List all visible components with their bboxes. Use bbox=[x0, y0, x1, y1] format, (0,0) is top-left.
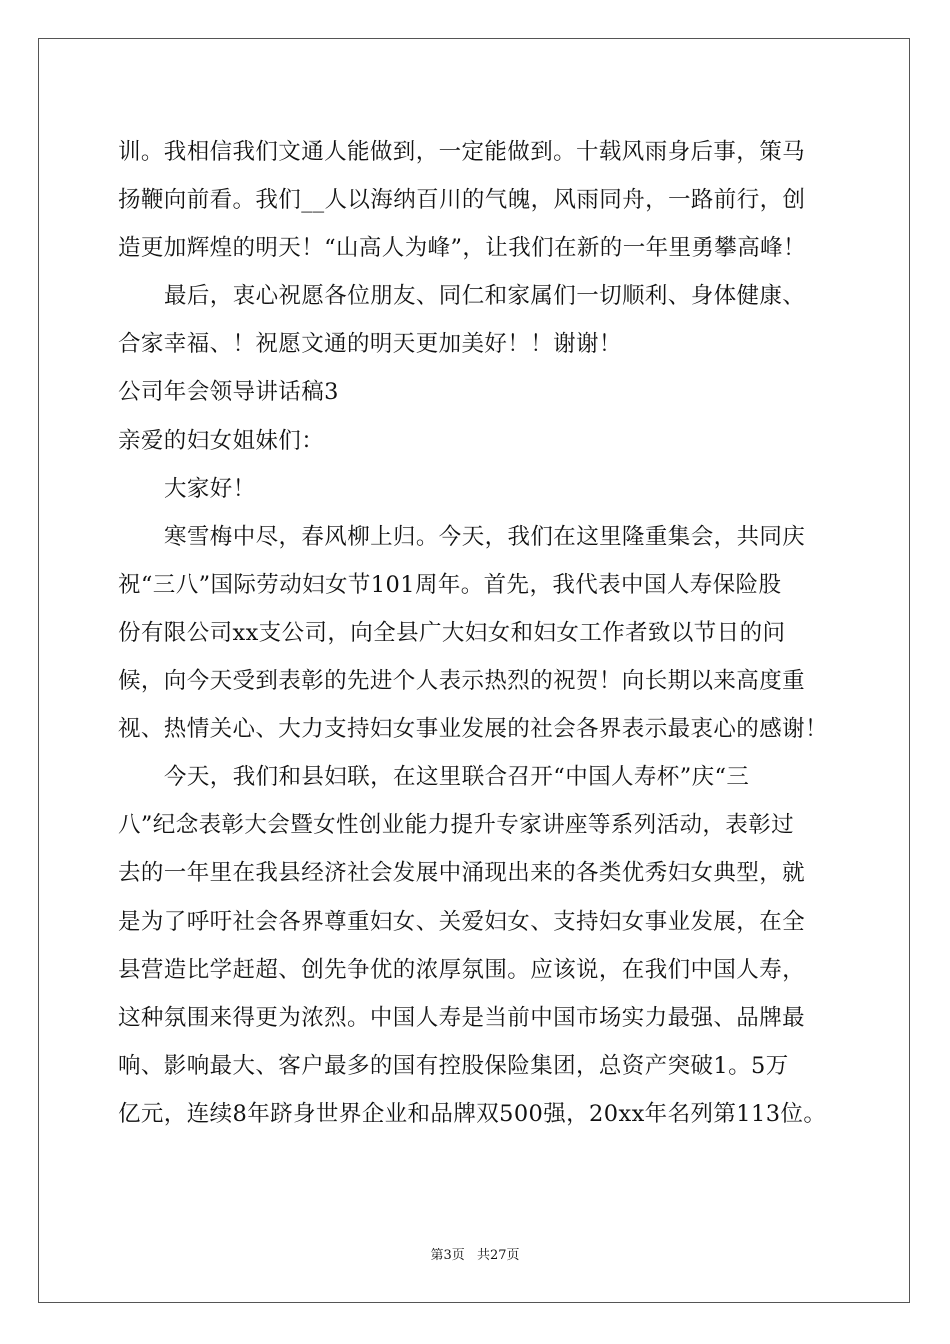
page-number: 第3页 bbox=[430, 1248, 465, 1263]
document-body bbox=[118, 128, 834, 1138]
text-line: 这种氛围来得更为浓烈。中国人寿是当前中国市场实力最强、品牌最 bbox=[118, 1004, 806, 1031]
text-line: 是为了呼吁社会各界尊重妇女、关爱妇女、支持妇女事业发展，在全 bbox=[118, 908, 806, 935]
text-line: 寒雪梅中尽，春风柳上归。今天，我们在这里隆重集会，共同庆 bbox=[164, 523, 806, 550]
text-line: 八”纪念表彰大会暨女性创业能力提升专家讲座等系列活动，表彰过 bbox=[118, 812, 795, 839]
text-line: 祝“三八”国际劳动妇女节101周年。首先，我代表中国人寿保险股 bbox=[118, 571, 782, 598]
page-total: 共27页 bbox=[476, 1248, 520, 1263]
text-line: 响、影响最大、客户最多的国有控股保险集团，总资产突破1。5万 bbox=[118, 1052, 789, 1079]
text-line: 合家幸福、！祝愿文通的明天更加美好！！谢谢！ bbox=[118, 331, 622, 358]
page-footer bbox=[0, 1244, 950, 1263]
text-line: 候，向今天受到表彰的先进个人表示热烈的祝贺！向长期以来高度重 bbox=[118, 668, 806, 695]
text-line: 亲爱的妇女姐妹们： bbox=[118, 427, 325, 454]
text-line: 县营造比学赶超、创先争优的浓厚氛围。应该说，在我们中国人寿， bbox=[118, 956, 806, 983]
text-line: 训。我相信我们文通人能做到，一定能做到。十载风雨身后事，策马 bbox=[118, 139, 806, 165]
text-line: 造更加辉煌的明天！“山高人为峰”，让我们在新的一年里勇攀高峰！ bbox=[118, 235, 806, 262]
text-line: 公司年会领导讲话稿3 bbox=[118, 379, 339, 406]
text-line: 亿元，连续8年跻身世界企业和品牌双500强，20xx年名列第113位。 bbox=[118, 1100, 827, 1127]
text-line: 今天，我们和县妇联，在这里联合召开“中国人寿杯”庆“三 bbox=[164, 764, 750, 791]
text-line: 份有限公司xx支公司，向全县广大妇女和妇女工作者致以节日的问 bbox=[118, 619, 786, 646]
text-line: 扬鞭向前看。我们__人以海纳百川的气魄，风雨同舟，一路前行，创 bbox=[118, 187, 806, 214]
text-line: 视、热情关心、大力支持妇女事业发展的社会各界表示最衷心的感谢！ bbox=[118, 716, 828, 743]
text-line: 大家好！ bbox=[164, 475, 256, 502]
text-line: 去的一年里在我县经济社会发展中涌现出来的各类优秀妇女典型，就 bbox=[118, 860, 806, 887]
text-line: 最后，衷心祝愿各位朋友、同仁和家属们一切顺利、身体健康、 bbox=[164, 283, 806, 310]
